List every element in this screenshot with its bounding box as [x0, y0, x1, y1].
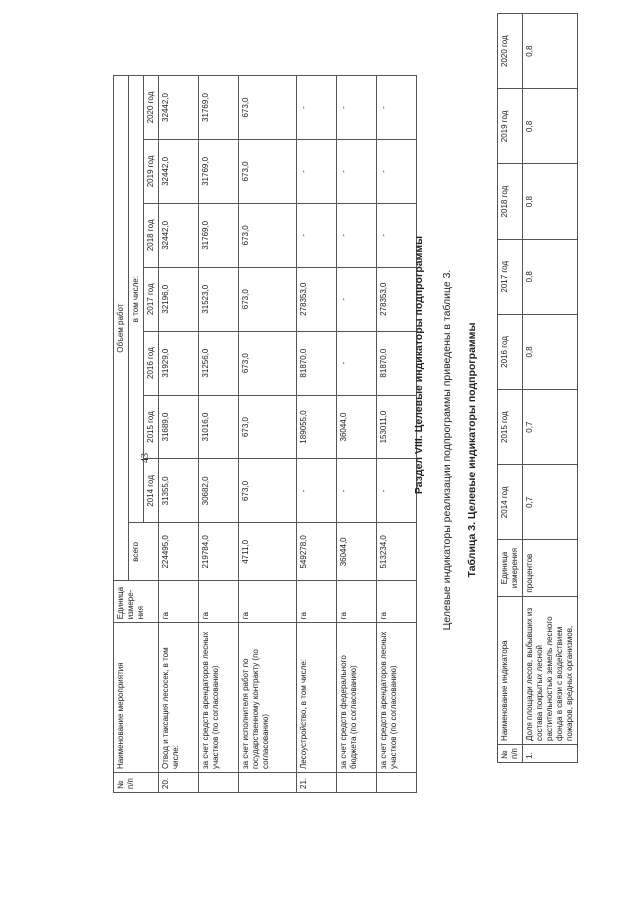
header-year: 2017 год	[144, 267, 159, 331]
row-number: 21.	[297, 773, 337, 793]
header-name: Наименование мероприятия	[114, 623, 159, 773]
row-value: -	[377, 459, 417, 523]
indicator-value: 0,7	[523, 390, 578, 465]
row-value: 673,0	[239, 331, 297, 395]
table-title: Таблица 3. Целевые индикаторы подпрограммы	[466, 322, 478, 578]
row-value: 189055,0	[297, 395, 337, 459]
row-value: 31769,0	[199, 76, 239, 140]
row-value: 153011,0	[377, 395, 417, 459]
indicator-header: № п/п	[498, 744, 523, 762]
header-volume: Объем работ	[114, 76, 129, 581]
indicator-value: 0,8	[523, 89, 578, 164]
row-value: -	[337, 76, 377, 140]
row-value: 31355,0	[159, 459, 199, 523]
header-year: 2019 год	[144, 139, 159, 203]
table-row	[523, 14, 578, 763]
table-row	[337, 76, 377, 793]
row-unit: га	[239, 581, 297, 623]
row-value: 673,0	[239, 459, 297, 523]
row-value: 31929,0	[159, 331, 199, 395]
section-title: Раздел VIII. Целевые индикаторы подпрограммы	[413, 235, 425, 495]
row-value: 278353,0	[297, 267, 337, 331]
paragraph: Целевые индикаторы реализации подпрограммы приведены в таблице 3.	[441, 269, 453, 631]
row-value: 31256,0	[199, 331, 239, 395]
row-name: Лесоустройство, в том числе:	[297, 623, 337, 773]
row-number	[337, 773, 377, 793]
indicator-header: 2019 год	[498, 89, 523, 164]
header-year: 2016 год	[144, 331, 159, 395]
row-name: за счет средств федерального бюджета (по согласованию)	[337, 623, 377, 773]
indicator-header: Наименование индикатора	[498, 596, 523, 744]
row-unit: га	[199, 581, 239, 623]
row-value: -	[337, 267, 377, 331]
row-value: 32196,0	[159, 267, 199, 331]
row-value: -	[337, 139, 377, 203]
indicator-header: 2017 год	[498, 239, 523, 314]
table-row	[297, 76, 337, 793]
row-value: 36044,0	[337, 395, 377, 459]
row-total: 513234,0	[377, 523, 417, 581]
page-number: 43	[140, 453, 151, 463]
table-row	[199, 76, 239, 793]
header-year: 2020 год	[144, 76, 159, 140]
row-value: 31769,0	[199, 203, 239, 267]
row-value: 31689,0	[159, 395, 199, 459]
row-value: -	[337, 459, 377, 523]
indicator-header: 2014 год	[498, 465, 523, 540]
row-value: 673,0	[239, 203, 297, 267]
indicator-value: 0,8	[523, 314, 578, 389]
row-value: 30682,0	[199, 459, 239, 523]
row-value: -	[297, 459, 337, 523]
row-total: 549278,0	[297, 523, 337, 581]
header-unit: Единица измере-ния	[114, 581, 159, 623]
indicator-value: 0,8	[523, 239, 578, 314]
indicator-value: 0,8	[523, 14, 578, 89]
indicators-table	[497, 13, 578, 763]
row-value: 278353,0	[377, 267, 417, 331]
row-number: 20.	[159, 773, 199, 793]
row-value: 673,0	[239, 139, 297, 203]
row-value: 32442,0	[159, 203, 199, 267]
table-row	[377, 76, 417, 793]
indicator-header: 2020 год	[498, 14, 523, 89]
indicator-header: 2015 год	[498, 390, 523, 465]
row-value: 32442,0	[159, 139, 199, 203]
row-total: 4711,0	[239, 523, 297, 581]
row-value: -	[377, 139, 417, 203]
indicator-header: Единица измерения	[498, 540, 523, 596]
row-unit: га	[297, 581, 337, 623]
indicator-name: Доля площади лесов, выбывших из состава покрытых лесной растительностью земель лесного фонда в связи с воздействием пожаров, вредных организмов,	[523, 596, 578, 744]
header-in-that: в том числе:	[129, 76, 144, 523]
row-value: -	[377, 76, 417, 140]
row-value: -	[337, 203, 377, 267]
row-name: за счет исполнителя работ по государственному контракту (по согласованию)	[239, 623, 297, 773]
indicator-header: 2016 год	[498, 314, 523, 389]
row-value: 32442,0	[159, 76, 199, 140]
header-year: 2018 год	[144, 203, 159, 267]
indicator-header: 2018 год	[498, 164, 523, 239]
row-number	[199, 773, 239, 793]
header-no: № п/п	[114, 773, 159, 793]
indicator-value: 0,7	[523, 465, 578, 540]
row-value: 31769,0	[199, 139, 239, 203]
row-unit: га	[337, 581, 377, 623]
row-name: Отвод и таксация лесосек, в том числе:	[159, 623, 199, 773]
row-value: 81870,0	[297, 331, 337, 395]
work-volume-table	[113, 75, 417, 793]
row-name: за счет средств арендаторов лесных участков (по согласованию)	[377, 623, 417, 773]
row-total: 219784,0	[199, 523, 239, 581]
row-number	[239, 773, 297, 793]
row-value: 31523,0	[199, 267, 239, 331]
header-year: 2014 год	[144, 459, 159, 523]
row-value: -	[297, 76, 337, 140]
row-value: 673,0	[239, 395, 297, 459]
indicator-number: 1.	[523, 744, 578, 762]
row-value: 673,0	[239, 76, 297, 140]
row-value: 31016,0	[199, 395, 239, 459]
row-value: -	[377, 203, 417, 267]
row-unit: га	[377, 581, 417, 623]
row-value: -	[337, 331, 377, 395]
row-value: -	[297, 203, 337, 267]
row-number	[377, 773, 417, 793]
table-row	[159, 76, 199, 793]
row-total: 36044,0	[337, 523, 377, 581]
row-unit: га	[159, 581, 199, 623]
row-name: за счет средств арендаторов лесных участков (по согласованию)	[199, 623, 239, 773]
row-total: 224495,0	[159, 523, 199, 581]
indicator-unit: процентов	[523, 540, 578, 596]
row-value: 81870,0	[377, 331, 417, 395]
header-total: всего	[129, 523, 159, 581]
row-value: 673,0	[239, 267, 297, 331]
indicator-value: 0,8	[523, 164, 578, 239]
row-value: -	[297, 139, 337, 203]
table-row	[239, 76, 297, 793]
header-year: 2015 год	[144, 395, 159, 459]
